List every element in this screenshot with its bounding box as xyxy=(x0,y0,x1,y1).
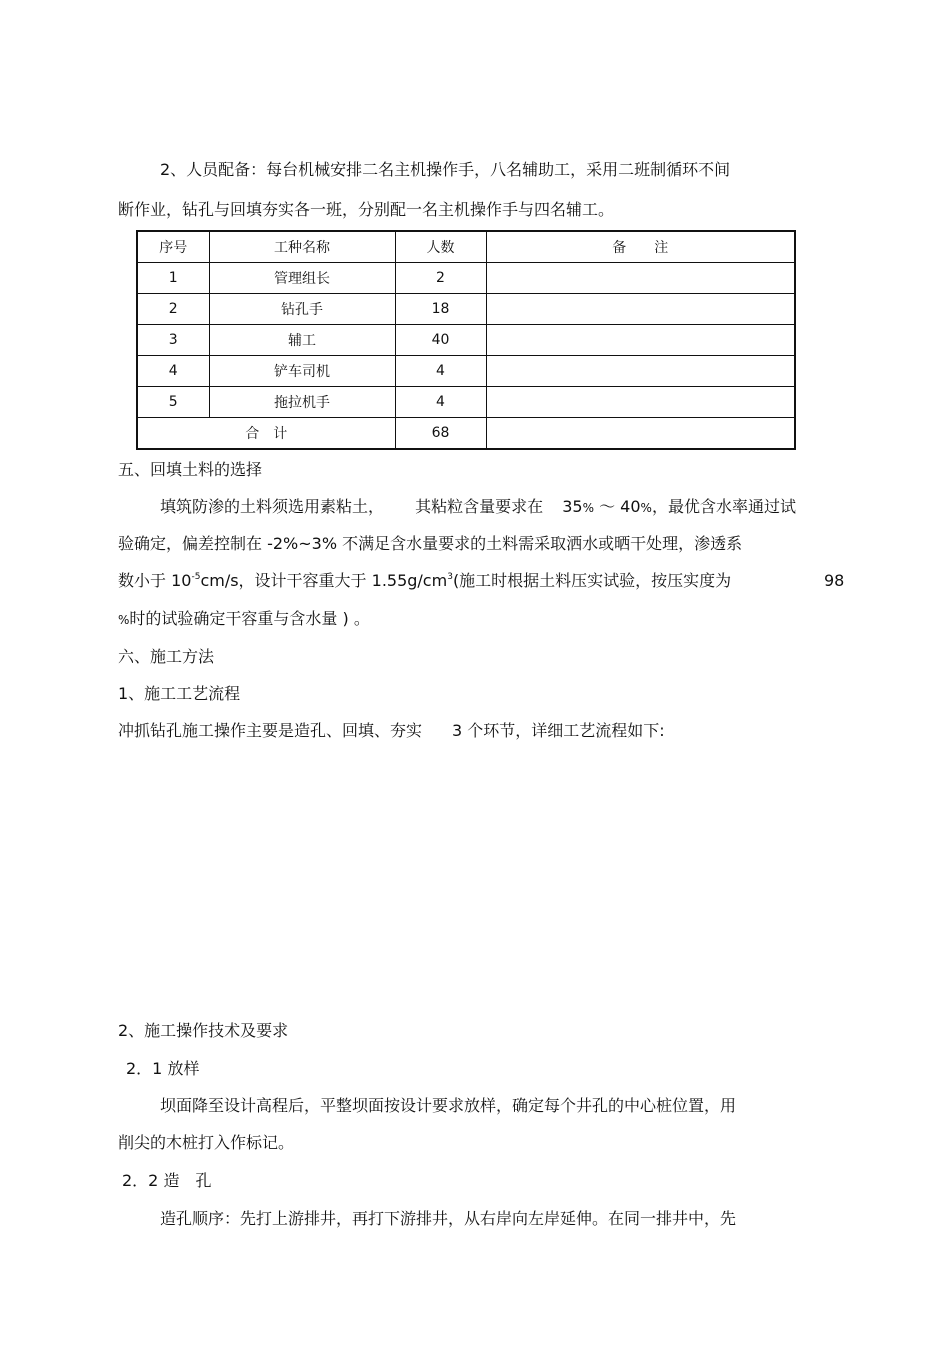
cell-note xyxy=(486,387,795,418)
table-row xyxy=(137,294,795,325)
total-count: 68 xyxy=(395,418,486,450)
layout-para-line-2: 削尖的木桩打入作标记。 xyxy=(118,1133,295,1152)
staffing-line-2: 断作业，钻孔与回填夯实各一班，分别配一名主机操作手与四名辅工。 xyxy=(118,200,615,219)
table-total-row xyxy=(137,418,795,450)
header-note: 备 注 xyxy=(486,231,795,263)
flow-intro: 冲抓钻孔施工操作主要是造孔、回填、夯实 3 个环节，详细工艺流程如下: xyxy=(118,721,665,740)
cell-name: 拖拉机手 xyxy=(209,387,395,418)
header-count: 人数 xyxy=(395,231,486,263)
header-no: 序号 xyxy=(137,231,209,263)
subsection-2-2-heading: 2．2 造 孔 xyxy=(122,1171,212,1190)
subsection-2-1-heading: 2．1 放样 xyxy=(126,1059,200,1078)
section-five-heading: 五、回填土料的选择 xyxy=(118,460,263,479)
cell-note xyxy=(486,294,795,325)
cell-name: 铲车司机 xyxy=(209,356,395,387)
subsection-2-heading: 2、施工操作技术及要求 xyxy=(118,1021,289,1040)
cell-count: 40 xyxy=(395,325,486,356)
cell-no: 2 xyxy=(137,294,209,325)
total-note xyxy=(486,418,795,450)
layout-para-line-1: 坝面降至设计高程后，平整坝面按设计要求放样，确定每个井孔的中心桩位置，用 xyxy=(160,1096,737,1115)
cell-note xyxy=(486,325,795,356)
cell-name: 钻孔手 xyxy=(209,294,395,325)
cell-note xyxy=(486,263,795,294)
soil-para-line-3: 数小于 $10^{-5}cm/s$，设计干容重大于 $1.55g/cm^3$(施工时根据土料压实试验，按压实度为 98 xyxy=(118,571,845,590)
cell-no: 4 xyxy=(137,356,209,387)
hole-para-line-1: 造孔顺序：先打上游排井，再打下游排井，从右岸向左岸延伸。在同一排井中，先 xyxy=(160,1209,737,1228)
soil-para-line-2: 验确定，偏差控制在 -2%~3% 不满足含水量要求的土料需采取洒水或晒干处理，渗透系 xyxy=(118,534,743,553)
cell-count: 2 xyxy=(395,263,486,294)
cell-name: 辅工 xyxy=(209,325,395,356)
total-label: 合 计 xyxy=(137,418,395,450)
soil-para-line-1: 填筑防渗的土料须选用素粘土， 其粘粒含量要求在 35% ～ 40%，最优含水率通过试 xyxy=(160,497,796,516)
cell-count: 4 xyxy=(395,387,486,418)
cell-no: 5 xyxy=(137,387,209,418)
header-name: 工种名称 xyxy=(209,231,395,263)
cell-no: 3 xyxy=(137,325,209,356)
cell-count: 18 xyxy=(395,294,486,325)
table-row xyxy=(137,387,795,418)
subsection-1-heading: 1、施工工艺流程 xyxy=(118,684,241,703)
cell-note xyxy=(486,356,795,387)
cell-count: 4 xyxy=(395,356,486,387)
cell-name: 管理组长 xyxy=(209,263,395,294)
table-header-row xyxy=(137,231,795,263)
staff-table xyxy=(136,230,796,450)
table-row xyxy=(137,263,795,294)
staffing-line-1: 2、人员配备：每台机械安排二名主机操作手，八名辅助工，采用二班制循环不间 xyxy=(160,160,731,179)
cell-no: 1 xyxy=(137,263,209,294)
table-row xyxy=(137,325,795,356)
soil-para-line-4: %时的试验确定干容重与含水量 ) 。 xyxy=(118,609,370,628)
section-six-heading: 六、施工方法 xyxy=(118,647,215,666)
table-row xyxy=(137,356,795,387)
